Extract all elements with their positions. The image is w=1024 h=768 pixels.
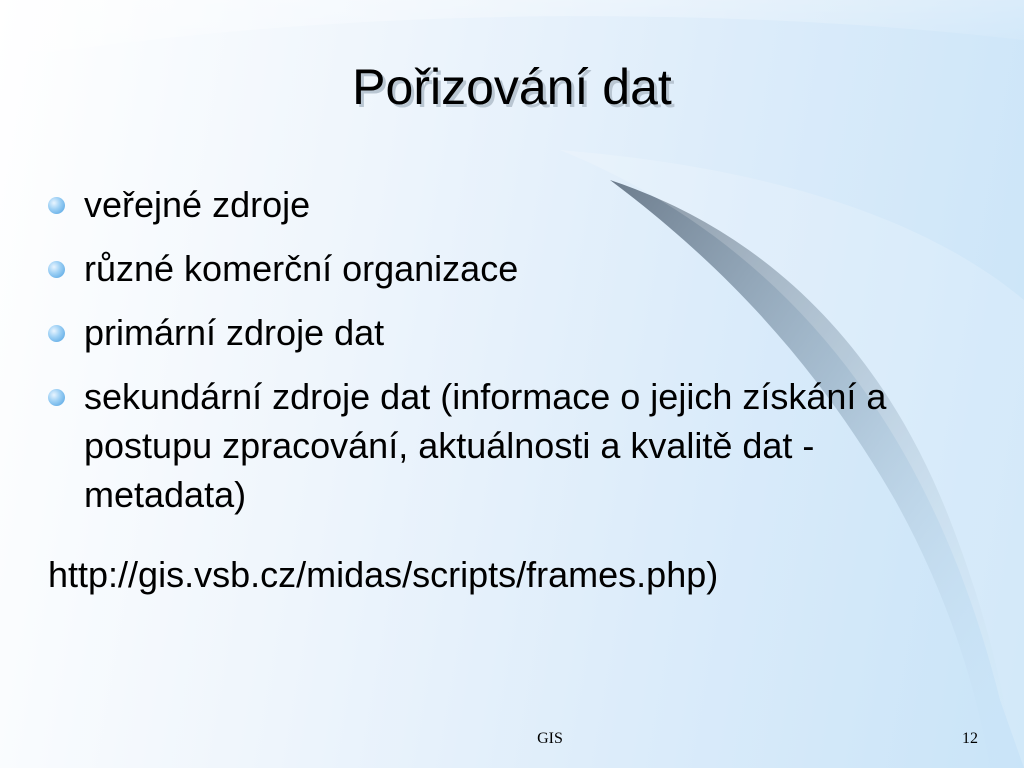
bullet-item [48,372,968,519]
bullet-text: sekundární zdroje dat (informace o jejich získání a postupu zpracování, aktuálnosti a kvalitě dat - metadata) [84,376,887,515]
bullet-text: různé komerční organizace [84,248,519,289]
page-number: 12 [962,730,978,747]
bullet-text: primární zdroje dat [84,312,385,353]
bullet-dot-icon [48,325,65,342]
bullet-item [48,308,968,357]
bullet-item [48,244,968,293]
bullet-list [48,180,968,534]
bullet-dot-icon [48,197,65,214]
bullet-text: veřejné zdroje [84,184,311,225]
footer-title: GIS [537,730,563,747]
source-url-text: http://gis.vsb.cz/midas/scripts/frames.php) [48,554,719,595]
slide-title: Pořizování dat [352,59,672,115]
bullet-dot-icon [48,389,65,406]
bullet-item [48,180,968,229]
bullet-dot-icon [48,261,65,278]
